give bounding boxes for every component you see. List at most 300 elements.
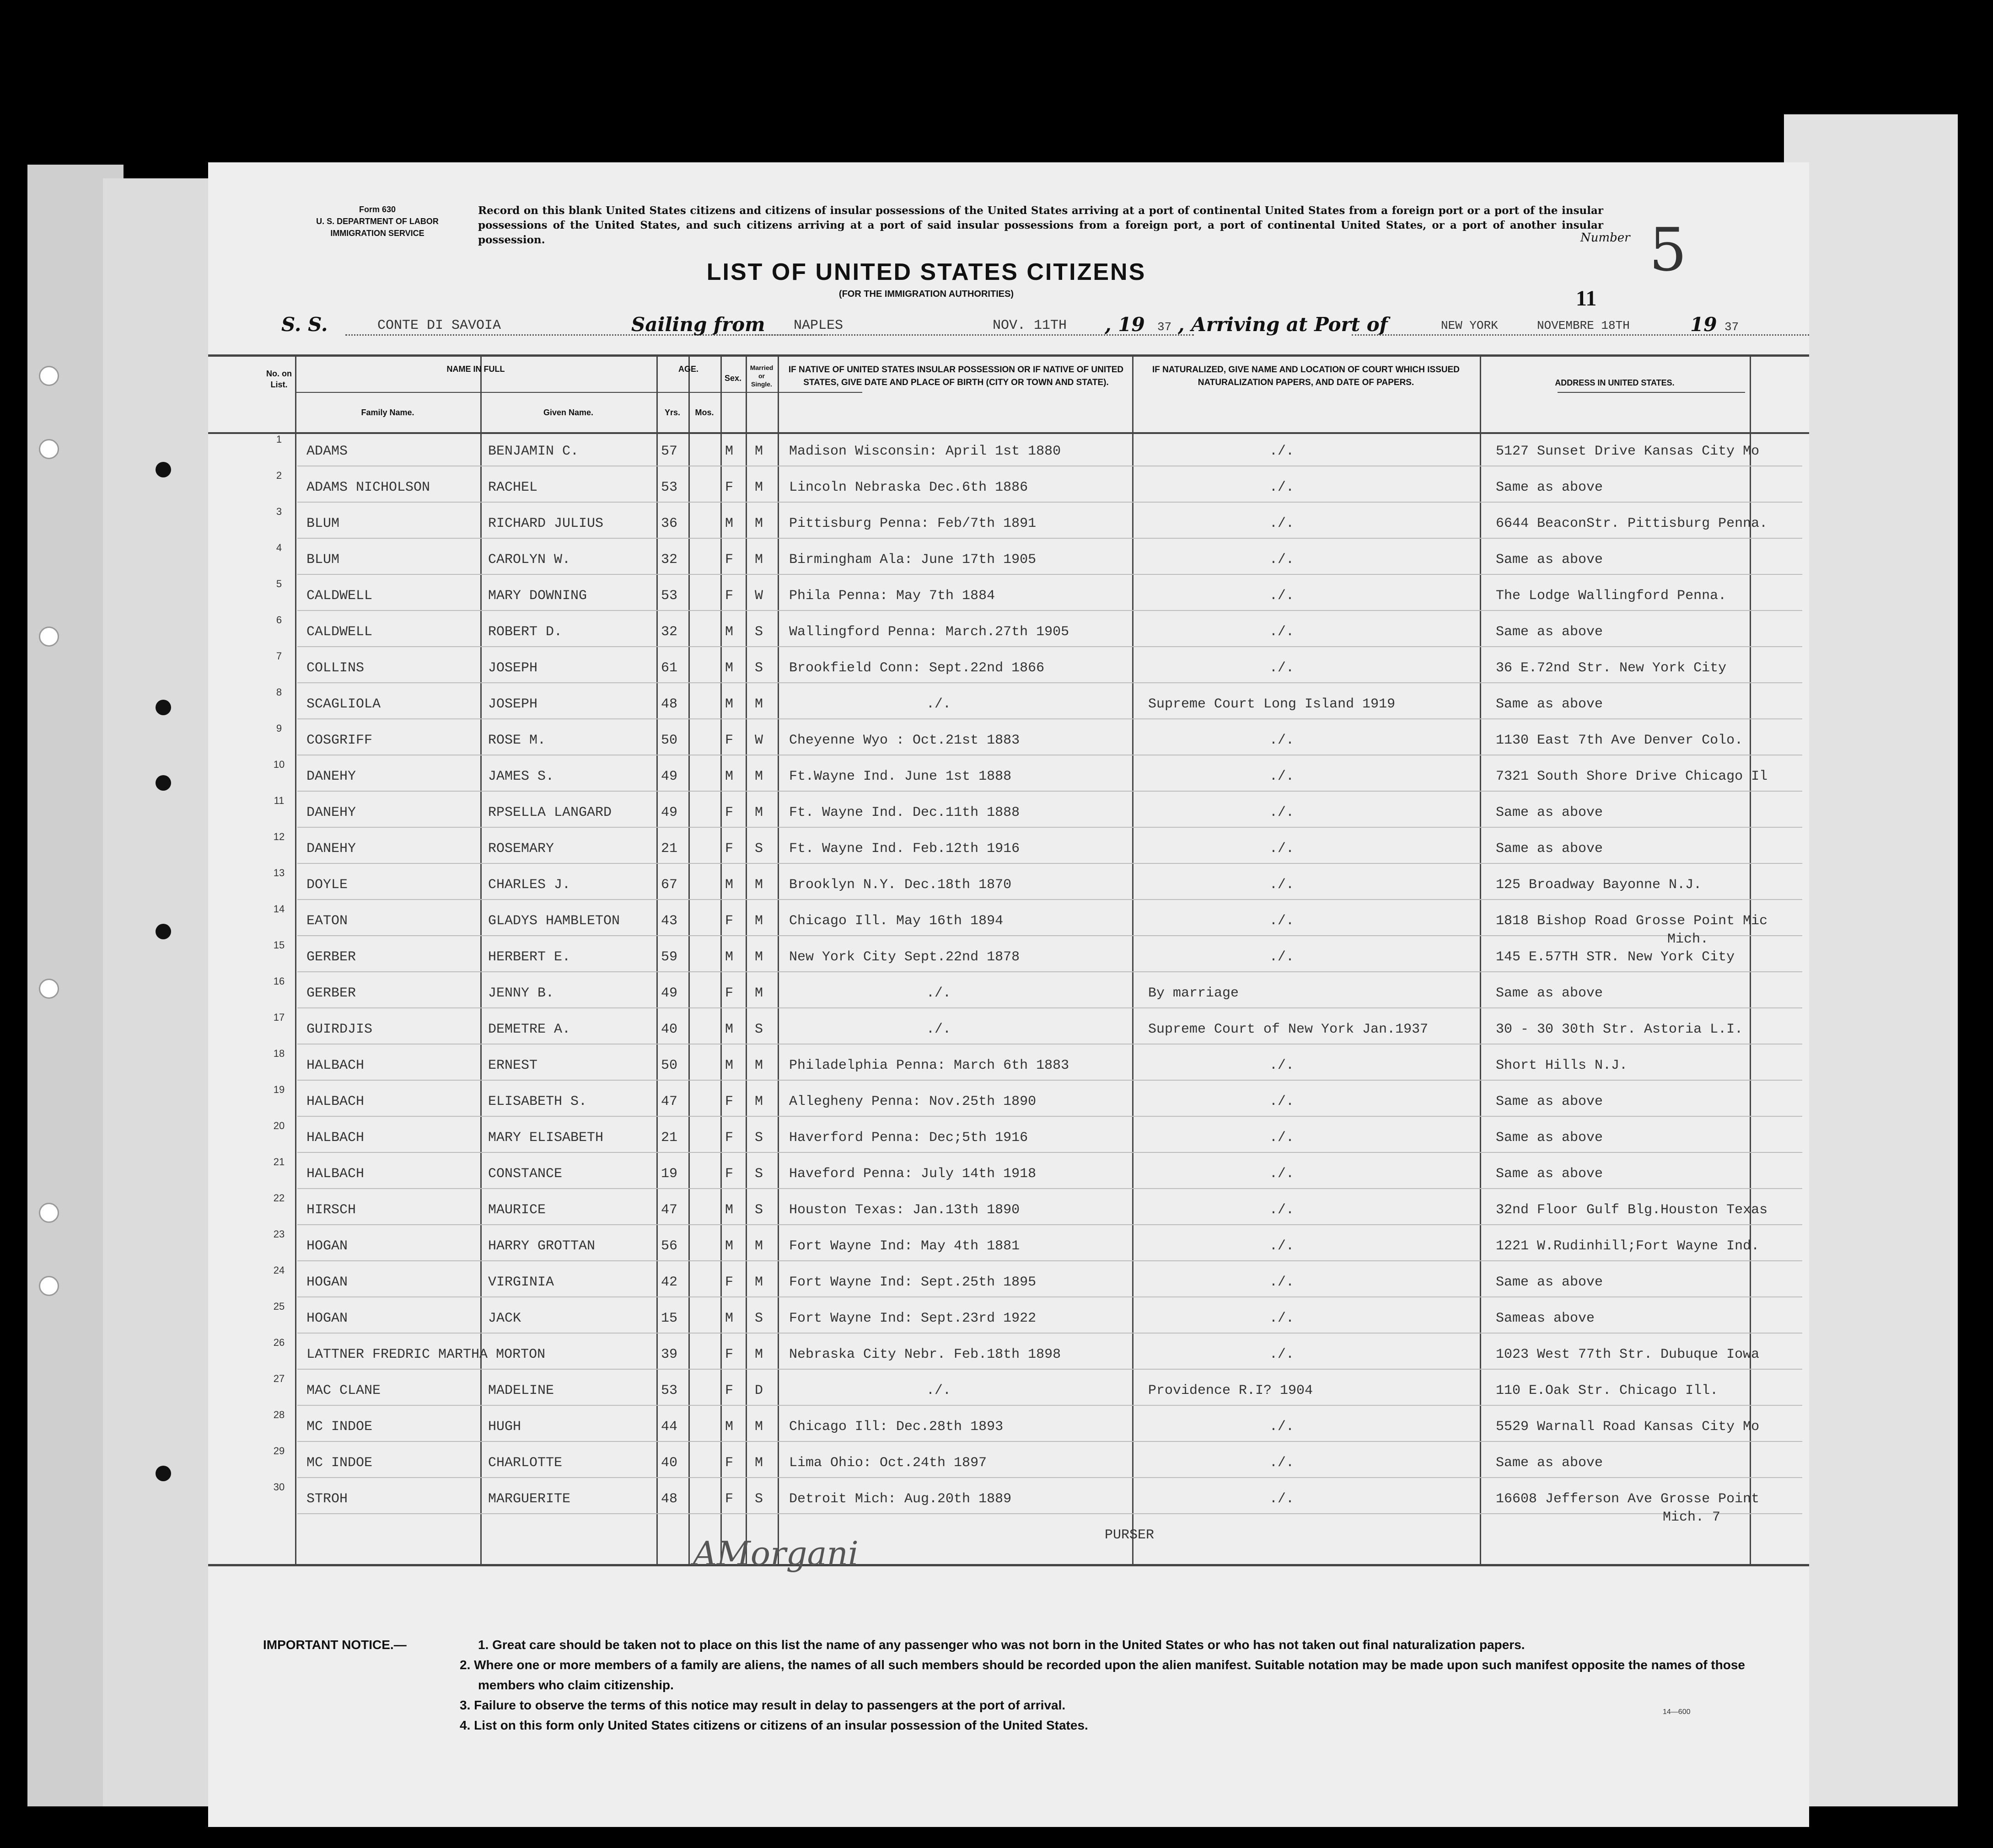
- cell-birth-place: Philadelphia Penna: March 6th 1883: [789, 1058, 1069, 1073]
- cell-sex: F: [725, 841, 734, 857]
- cell-age-years: 49: [661, 769, 678, 784]
- cell-given-name: HARRY GROTTAN: [488, 1238, 596, 1254]
- cell-naturalization: ./.: [1269, 769, 1295, 784]
- row-rule: [297, 1224, 1802, 1225]
- cell-address: 145 E.57TH STR. New York City: [1496, 949, 1735, 965]
- cell-sex: M: [725, 1202, 734, 1218]
- preamble: Record on this blank United States citizens and citizens of insular possessions of the United States arriving at a port of continental United States from a foreign port or a port of the insular possessions of the United States, and such citizens arriving at a port of said insular possessions from a foreign port, a port of continental United States, or a port of another insular possession.: [478, 204, 1603, 246]
- header-name-in-full: NAME IN FULL: [446, 364, 505, 374]
- cell-given-name: RPSELLA LANGARD: [488, 805, 612, 820]
- list-title: LIST OF UNITED STATES CITIZENS: [706, 259, 1146, 285]
- cell-age-years: 50: [661, 733, 678, 748]
- cell-sex: F: [725, 1383, 734, 1398]
- cell-row-number: 15: [273, 939, 285, 951]
- cell-age-years: 47: [661, 1094, 678, 1109]
- cell-naturalization: ./.: [1269, 624, 1295, 640]
- cell-marital-status: M: [755, 1094, 763, 1109]
- cell-sex: F: [725, 1094, 734, 1109]
- table-bottom-rule: [208, 1564, 1809, 1566]
- cell-row-number: 11: [274, 795, 285, 806]
- cell-sex: M: [725, 696, 734, 712]
- header-mos: Mos.: [695, 408, 714, 417]
- port-to: NEW YORK: [1441, 319, 1498, 332]
- cell-birth-place: Pittisburg Penna: Feb/7th 1891: [789, 516, 1037, 531]
- cell-naturalization: Supreme Court of New York Jan.1937: [1148, 1022, 1429, 1037]
- cell-row-number: 29: [273, 1445, 285, 1457]
- cell-given-name: BENJAMIN C.: [488, 444, 579, 459]
- cell-row-number: 25: [273, 1301, 285, 1312]
- cell-sex: F: [725, 1166, 734, 1182]
- cell-marital-status: S: [755, 1166, 763, 1182]
- cell-marital-status: M: [755, 516, 763, 531]
- cell-marital-status: M: [755, 696, 763, 712]
- cell-naturalization: ./.: [1269, 552, 1295, 568]
- back-page-right: [1784, 114, 1958, 1806]
- cell-age-years: 42: [661, 1275, 678, 1290]
- cell-age-years: 57: [661, 444, 678, 459]
- cell-marital-status: M: [755, 1419, 763, 1435]
- cell-naturalization: ./.: [1269, 1419, 1295, 1435]
- row-rule: [297, 899, 1802, 900]
- cell-naturalization: ./.: [1269, 1238, 1295, 1254]
- cell-family-name: HALBACH: [306, 1130, 365, 1146]
- arriving-label: , Arriving at Port of: [1178, 313, 1388, 336]
- punch-hole: [156, 775, 171, 791]
- cell-address: The Lodge Wallingford Penna.: [1496, 588, 1727, 604]
- year-to-prefix: 19: [1690, 313, 1717, 336]
- cell-family-name: DANEHY: [306, 805, 356, 820]
- cell-family-name: MAC CLANE: [306, 1383, 381, 1398]
- cell-row-number: 30: [273, 1481, 285, 1493]
- cell-birth-place: Haverford Penna: Dec;5th 1916: [789, 1130, 1028, 1146]
- cell-row-number: 2: [276, 470, 282, 481]
- table-top-rule: [208, 354, 1809, 357]
- cell-sex: M: [725, 1022, 734, 1037]
- cell-row-number: 12: [273, 831, 285, 842]
- cell-address-continued: Mich. 7: [1663, 1510, 1721, 1525]
- cell-given-name: CHARLOTTE: [488, 1455, 563, 1471]
- cell-sex: M: [725, 1419, 734, 1435]
- row-rule: [297, 1477, 1802, 1478]
- cell-row-number: 22: [273, 1192, 285, 1204]
- cell-sex: M: [725, 660, 734, 676]
- row-rule: [297, 1007, 1802, 1008]
- header-bottom-rule: [208, 432, 1809, 434]
- cell-birth-place: Allegheny Penna: Nov.25th 1890: [789, 1094, 1037, 1109]
- col-divider: [295, 354, 296, 1566]
- cell-sex: F: [725, 913, 734, 929]
- punch-hole: [156, 1466, 171, 1481]
- purser-signature: AMorgani: [693, 1534, 859, 1573]
- cell-marital-status: M: [755, 913, 763, 929]
- cell-birth-place: Birmingham Ala: June 17th 1905: [789, 552, 1037, 568]
- cell-row-number: 1: [276, 434, 282, 445]
- cell-row-number: 28: [273, 1409, 285, 1420]
- cell-sex: M: [725, 877, 734, 893]
- cell-row-number: 8: [276, 686, 282, 698]
- cell-sex: F: [725, 480, 734, 495]
- cell-naturalization: ./.: [1269, 1275, 1295, 1290]
- cell-row-number: 23: [273, 1228, 285, 1240]
- cell-address: Short Hills N.J.: [1496, 1058, 1628, 1073]
- cell-given-name: JAMES S.: [488, 769, 554, 784]
- cell-sex: F: [725, 986, 734, 1001]
- row-rule: [297, 538, 1802, 539]
- col-divider: [1132, 354, 1133, 1566]
- cell-sex: F: [725, 733, 734, 748]
- cell-age-years: 53: [661, 1383, 678, 1398]
- notice-item-3: 3. Failure to observe the terms of this notice may result in delay to passengers at the port of arrival.: [460, 1698, 1066, 1712]
- cell-birth-place: Fort Wayne Ind: Sept.25th 1895: [789, 1275, 1037, 1290]
- cell-given-name: JACK: [488, 1311, 521, 1326]
- cell-family-name: HOGAN: [306, 1275, 348, 1290]
- cell-given-name: ROBERT D.: [488, 624, 563, 640]
- cell-marital-status: M: [755, 480, 763, 495]
- cell-family-name: LATTNER FREDRIC MARTHA MORTON: [306, 1347, 546, 1362]
- cell-address: Same as above: [1496, 841, 1603, 857]
- cell-age-years: 47: [661, 1202, 678, 1218]
- cell-age-years: 53: [661, 588, 678, 604]
- cell-marital-status: W: [755, 588, 763, 604]
- sailing-label: Sailing from: [631, 313, 765, 336]
- cell-birth-place: Chicago Ill. May 16th 1894: [789, 913, 1004, 929]
- cell-age-years: 50: [661, 1058, 678, 1073]
- cell-sex: F: [725, 805, 734, 820]
- cell-age-years: 56: [661, 1238, 678, 1254]
- cell-marital-status: M: [755, 1238, 763, 1254]
- cell-age-years: 43: [661, 913, 678, 929]
- cell-row-number: 5: [276, 578, 282, 589]
- date-from: NOV. 11TH: [993, 318, 1067, 333]
- cell-family-name: SCAGLIOLA: [306, 696, 381, 712]
- cell-given-name: MAURICE: [488, 1202, 546, 1218]
- cell-family-name: COSGRIFF: [306, 733, 373, 748]
- cell-row-number: 16: [273, 975, 285, 987]
- cell-naturalization: ./.: [1269, 949, 1295, 965]
- cell-birth-place: Phila Penna: May 7th 1884: [789, 588, 995, 604]
- cell-marital-status: S: [755, 1491, 763, 1507]
- punch-hole: [156, 700, 171, 715]
- cell-sex: F: [725, 1130, 734, 1146]
- row-rule: [297, 718, 1802, 719]
- row-rule: [297, 1513, 1802, 1514]
- number-value: 5: [1649, 215, 1687, 284]
- cell-family-name: ADAMS NICHOLSON: [306, 480, 430, 495]
- cell-marital-status: M: [755, 877, 763, 893]
- cell-address: Same as above: [1496, 480, 1603, 495]
- cell-birth-place: Lincoln Nebraska Dec.6th 1886: [789, 480, 1028, 495]
- cell-birth-place: Lima Ohio: Oct.24th 1897: [789, 1455, 987, 1471]
- notice-item-2: 2. Where one or more members of a family are aliens, the names of all such members should be recorded upon the alien manifest. Suitable notation may be made upon such manifest opposite the names of those members who claim citizenship.: [460, 1658, 1745, 1692]
- cell-row-number: 17: [273, 1012, 285, 1023]
- cell-birth-place: Chicago Ill: Dec.28th 1893: [789, 1419, 1004, 1435]
- year-prefix: , 19: [1105, 313, 1145, 336]
- cell-family-name: EATON: [306, 913, 348, 929]
- cell-address: Same as above: [1496, 805, 1603, 820]
- row-rule: [297, 646, 1802, 647]
- cell-naturalization: ./.: [1269, 1094, 1295, 1109]
- row-rule: [297, 1405, 1802, 1406]
- cell-sex: M: [725, 444, 734, 459]
- cell-row-number: 20: [273, 1120, 285, 1131]
- cell-row-number: 4: [276, 542, 282, 553]
- binder-hole: [39, 1203, 59, 1223]
- cell-address: 7321 South Shore Drive Chicago Il: [1496, 769, 1768, 784]
- row-rule: [297, 1188, 1802, 1189]
- row-rule: [297, 1044, 1802, 1045]
- cell-marital-status: M: [755, 986, 763, 1001]
- cell-sex: F: [725, 1455, 734, 1471]
- cell-sex: F: [725, 1347, 734, 1362]
- cell-family-name: HALBACH: [306, 1166, 365, 1182]
- port-from: NAPLES: [794, 318, 843, 333]
- header-address: ADDRESS IN UNITED STATES.: [1555, 378, 1675, 387]
- row-rule: [297, 1333, 1802, 1334]
- cell-age-years: 39: [661, 1347, 678, 1362]
- cell-age-years: 67: [661, 877, 678, 893]
- cell-row-number: 19: [273, 1084, 285, 1095]
- cell-address: 110 E.Oak Str. Chicago Ill.: [1496, 1383, 1719, 1398]
- cell-address: Same as above: [1496, 1455, 1603, 1471]
- address-header-rule: [1558, 392, 1745, 393]
- cell-birth-place: Brookfield Conn: Sept.22nd 1866: [789, 660, 1045, 676]
- cell-birth-place: ./.: [926, 1022, 951, 1037]
- cell-sex: M: [725, 1058, 734, 1073]
- cell-marital-status: M: [755, 444, 763, 459]
- row-rule: [297, 1369, 1802, 1370]
- cell-address: Same as above: [1496, 1094, 1603, 1109]
- cell-naturalization: ./.: [1269, 1202, 1295, 1218]
- cell-naturalization: ./.: [1269, 1058, 1295, 1073]
- cell-age-years: 61: [661, 660, 678, 676]
- col-divider: [746, 354, 747, 1566]
- cell-sex: F: [725, 552, 734, 568]
- cell-row-number: 7: [276, 650, 282, 662]
- cell-row-number: 10: [273, 759, 285, 770]
- number-label: Number: [1580, 231, 1630, 245]
- manifest-sheet: [208, 162, 1809, 1827]
- cell-given-name: RACHEL: [488, 480, 538, 495]
- cell-age-years: 44: [661, 1419, 678, 1435]
- col-divider: [656, 354, 658, 1566]
- row-rule: [297, 935, 1802, 936]
- cell-marital-status: D: [755, 1383, 763, 1398]
- cell-birth-place: ./.: [926, 696, 951, 712]
- cell-family-name: GERBER: [306, 986, 356, 1001]
- cell-naturalization: ./.: [1269, 805, 1295, 820]
- row-rule: [297, 1260, 1802, 1261]
- cell-address: 32nd Floor Gulf Blg.Houston Texas: [1496, 1202, 1768, 1218]
- cell-given-name: JOSEPH: [488, 696, 538, 712]
- cell-family-name: GUIRDJIS: [306, 1022, 373, 1037]
- cell-sex: F: [725, 1275, 734, 1290]
- cell-naturalization: ./.: [1269, 1130, 1295, 1146]
- punch-hole: [156, 924, 171, 939]
- cell-address: 1023 West 77th Str. Dubuque Iowa: [1496, 1347, 1760, 1362]
- row-rule: [297, 610, 1802, 611]
- cell-naturalization: ./.: [1269, 733, 1295, 748]
- cell-marital-status: M: [755, 552, 763, 568]
- cell-marital-status: M: [755, 949, 763, 965]
- cell-age-years: 32: [661, 552, 678, 568]
- header-naturalized: IF NATURALIZED, GIVE NAME AND LOCATION OF COURT WHICH ISSUED NATURALIZATION PAPERS, AND DATE OF PAPERS.: [1152, 365, 1460, 387]
- cell-birth-place: ./.: [926, 986, 951, 1001]
- header-given-name: Given Name.: [543, 408, 594, 417]
- cell-naturalization: ./.: [1269, 841, 1295, 857]
- cell-given-name: ROSEMARY: [488, 841, 554, 857]
- cell-family-name: MC INDOE: [306, 1455, 373, 1471]
- cell-naturalization: ./.: [1269, 913, 1295, 929]
- cell-sex: F: [725, 1491, 734, 1507]
- cell-birth-place: Houston Texas: Jan.13th 1890: [789, 1202, 1020, 1218]
- cell-sex: M: [725, 769, 734, 784]
- cell-family-name: DANEHY: [306, 769, 356, 784]
- notice-item-1: 1. Great care should be taken not to place on this list the name of any passenger who was not born in the United States or who has not taken out final naturalization papers.: [478, 1638, 1525, 1652]
- cell-row-number: 18: [273, 1048, 285, 1059]
- cell-address: 5127 Sunset Drive Kansas City Mo: [1496, 444, 1760, 459]
- cell-row-number: 6: [276, 614, 282, 626]
- cell-family-name: HIRSCH: [306, 1202, 356, 1218]
- cell-sex: M: [725, 1238, 734, 1254]
- row-rule: [297, 1441, 1802, 1442]
- cell-address: Same as above: [1496, 696, 1603, 712]
- cell-given-name: MARY ELISABETH: [488, 1130, 604, 1146]
- cell-marital-status: M: [755, 1275, 763, 1290]
- year-from: 37: [1157, 320, 1172, 334]
- cell-birth-place: Haveford Penna: July 14th 1918: [789, 1166, 1037, 1182]
- row-rule: [297, 1080, 1802, 1081]
- binder-hole: [39, 439, 59, 459]
- cell-age-years: 53: [661, 480, 678, 495]
- cell-naturalization: ./.: [1269, 1491, 1295, 1507]
- cell-marital-status: S: [755, 1311, 763, 1326]
- cell-birth-place: Ft. Wayne Ind. Feb.12th 1916: [789, 841, 1020, 857]
- cell-age-years: 48: [661, 696, 678, 712]
- form-issuer: [236, 204, 519, 239]
- cell-address: Same as above: [1496, 1166, 1603, 1182]
- cell-given-name: RICHARD JULIUS: [488, 516, 604, 531]
- cell-birth-place: Nebraska City Nebr. Feb.18th 1898: [789, 1347, 1061, 1362]
- cell-age-years: 15: [661, 1311, 678, 1326]
- row-rule: [297, 863, 1802, 864]
- cell-family-name: STROH: [306, 1491, 348, 1507]
- row-rule: [297, 1152, 1802, 1153]
- cell-marital-status: S: [755, 1202, 763, 1218]
- cell-birth-place: Ft.Wayne Ind. June 1st 1888: [789, 769, 1012, 784]
- cell-given-name: ROSE M.: [488, 733, 546, 748]
- cell-marital-status: S: [755, 841, 763, 857]
- port-to-line: [1352, 332, 1809, 336]
- cell-naturalization: ./.: [1269, 1311, 1295, 1326]
- cell-family-name: COLLINS: [306, 660, 365, 676]
- cell-row-number: 24: [273, 1264, 285, 1276]
- cell-family-name: HALBACH: [306, 1094, 365, 1109]
- row-rule: [297, 971, 1802, 972]
- date-to: NOVEMBRE 18TH: [1537, 319, 1630, 332]
- row-rule: [297, 682, 1802, 683]
- cell-birth-place: Madison Wisconsin: April 1st 1880: [789, 444, 1061, 459]
- cell-marital-status: S: [755, 1022, 763, 1037]
- cell-marital-status: M: [755, 1058, 763, 1073]
- header-sex: Sex.: [724, 374, 742, 383]
- cell-age-years: 40: [661, 1022, 678, 1037]
- important-notice: [263, 1635, 1795, 1736]
- cell-birth-place: Cheyenne Wyo : Oct.21st 1883: [789, 733, 1020, 748]
- cell-given-name: JOSEPH: [488, 660, 538, 676]
- cell-age-years: 21: [661, 841, 678, 857]
- cell-marital-status: S: [755, 624, 763, 640]
- cell-address: 125 Broadway Bayonne N.J.: [1496, 877, 1702, 893]
- cell-address: Same as above: [1496, 986, 1603, 1001]
- purser-label: PURSER: [1105, 1527, 1155, 1543]
- form-number: Form 630: [359, 205, 396, 214]
- cell-given-name: GLADYS HAMBLETON: [488, 913, 620, 929]
- col-divider: [720, 354, 722, 1566]
- cell-address: 6644 BeaconStr. Pittisburg Penna.: [1496, 516, 1768, 531]
- cell-row-number: 26: [273, 1337, 285, 1348]
- cell-address: Same as above: [1496, 624, 1603, 640]
- cell-family-name: CALDWELL: [306, 624, 373, 640]
- cell-address: 1130 East 7th Ave Denver Colo.: [1496, 733, 1743, 748]
- cell-family-name: BLUM: [306, 516, 340, 531]
- cell-family-name: HALBACH: [306, 1058, 365, 1073]
- cell-family-name: CALDWELL: [306, 588, 373, 604]
- cell-given-name: MARY DOWNING: [488, 588, 587, 604]
- row-rule: [297, 574, 1802, 575]
- ship-name: CONTE DI SAVOIA: [377, 318, 501, 333]
- print-code: 14—600: [1663, 1708, 1691, 1716]
- cell-address: Same as above: [1496, 552, 1603, 568]
- cell-family-name: ADAMS: [306, 444, 348, 459]
- col-divider: [778, 354, 779, 1566]
- cell-sex: F: [725, 588, 734, 604]
- name-header-rule: [295, 392, 862, 393]
- cell-family-name: BLUM: [306, 552, 340, 568]
- list-subtitle: (FOR THE IMMIGRATION AUTHORITIES): [838, 289, 1014, 299]
- header-birth-place: IF NATIVE OF UNITED STATES INSULAR POSSESSION OR IF NATIVE OF UNITED STATES, GIVE DATE AND PLACE OF BIRTH (CITY OR TOWN AND STATE).: [788, 365, 1124, 387]
- cell-birth-place: Detroit Mich: Aug.20th 1889: [789, 1491, 1012, 1507]
- punch-hole: [156, 462, 171, 477]
- cell-naturalization: ./.: [1269, 1455, 1295, 1471]
- header-age: AGE.: [678, 364, 698, 374]
- cell-given-name: DEMETRE A.: [488, 1022, 571, 1037]
- col-divider: [1750, 354, 1751, 1566]
- service: IMMIGRATION SERVICE: [330, 229, 424, 238]
- cell-naturalization: ./.: [1269, 588, 1295, 604]
- cell-address: Sameas above: [1496, 1311, 1595, 1326]
- cell-birth-place: New York City Sept.22nd 1878: [789, 949, 1020, 965]
- row-rule: [297, 1296, 1802, 1297]
- cell-naturalization: ./.: [1269, 480, 1295, 495]
- row-rule: [297, 791, 1802, 792]
- cell-address: Same as above: [1496, 1275, 1603, 1290]
- cell-row-number: 13: [273, 867, 285, 878]
- cell-family-name: GERBER: [306, 949, 356, 965]
- cell-sex: M: [725, 516, 734, 531]
- cell-age-years: 21: [661, 1130, 678, 1146]
- header-yrs: Yrs.: [664, 408, 681, 417]
- cell-age-years: 49: [661, 986, 678, 1001]
- cell-address: 1221 W.Rudinhill;Fort Wayne Ind.: [1496, 1238, 1760, 1254]
- cell-given-name: CHARLES J.: [488, 877, 571, 893]
- cell-naturalization: ./.: [1269, 1347, 1295, 1362]
- cell-sex: M: [725, 624, 734, 640]
- cell-birth-place: ./.: [926, 1383, 951, 1398]
- cell-birth-place: Brooklyn N.Y. Dec.18th 1870: [789, 877, 1012, 893]
- cell-age-years: 36: [661, 516, 678, 531]
- cell-address: 5529 Warnall Road Kansas City Mo: [1496, 1419, 1760, 1435]
- binder-hole: [39, 627, 59, 647]
